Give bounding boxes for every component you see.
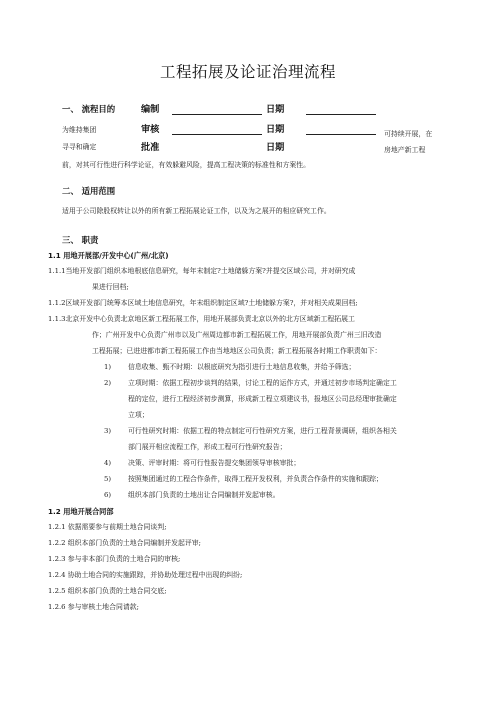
clause-1-2-6: 1.2.6 参与审核土地合同请款; bbox=[48, 603, 139, 611]
stage-item-2-number: 2) bbox=[104, 379, 112, 387]
stage-item-6-number: 6) bbox=[104, 491, 112, 499]
subsection-1-2-title: 1.2 用地开展合同部 bbox=[48, 507, 114, 516]
clause-1-1-3-line-2: 作；广州开发中心负责广州市以及广州周边都市新工程拓展工作，用地开展部负责广州三旧改造 bbox=[92, 331, 382, 339]
purpose-right-text-1: 可持续开展，在 bbox=[384, 130, 433, 138]
subsection-1-1-title: 1.1 用地开展部/开发中心(广州/北京) bbox=[48, 251, 169, 260]
reviewed-label: 审核 bbox=[141, 124, 160, 135]
clause-1-2-1: 1.2.1 依据需要参与前期土地合同谈判; bbox=[48, 523, 167, 531]
section-duties-heading: 三、 职责 bbox=[62, 235, 99, 245]
compiled-signature-line bbox=[172, 114, 262, 115]
purpose-left-text-2: 寻寻和确定 bbox=[62, 143, 97, 151]
scope-text: 适用于公司除股权转让以外的所有新工程拓展论证工作，以及为之展开的相应研究工作。 bbox=[62, 207, 331, 215]
stage-item-5-text: 按照集团通过的工程合作条件，取得工程开发权利，并负责合作条件的实施和跟踪； bbox=[128, 475, 383, 483]
section-scope-heading: 二、 适用范围 bbox=[62, 186, 116, 196]
stage-item-3-line-1: 可行性研究时期：依据工程的特点制定可行性研究方案，进行工程背景调研，组织各相关 bbox=[128, 427, 397, 435]
date-label-2: 日期 bbox=[266, 124, 285, 135]
stage-item-2-line-3: 立项； bbox=[128, 411, 149, 419]
purpose-right-text-2: 房地产新工程 bbox=[384, 146, 426, 154]
date-line-1 bbox=[306, 114, 376, 115]
date-label-3: 日期 bbox=[266, 142, 285, 153]
reviewed-signature-line bbox=[172, 134, 262, 135]
purpose-left-text-1: 为维持集团 bbox=[62, 126, 97, 134]
clause-1-2-4: 1.2.4 协助土地合同的实施跟踪，并协助处理过程中出现的纠纷; bbox=[48, 571, 243, 579]
date-line-2 bbox=[306, 134, 376, 135]
clause-1-1-1-line-1: 1.1.1当地开发部门组织本地根底信息研究，每年末制定?土地储躲方案?并提交区域公司，并对研究成 bbox=[48, 267, 356, 275]
stage-item-4-text: 决策、评审时期：将可行性报告提交集团领导审核审批； bbox=[128, 459, 301, 467]
clause-1-2-5: 1.2.5 组织本部门负责的土地合同交底; bbox=[48, 587, 167, 595]
clause-1-2-2: 1.2.2 组织本部门负责的土地合同编制并发起评审; bbox=[48, 539, 201, 547]
stage-item-1-text: 信息收集、甄不时期：以根底研究为指引进行土地信息收集，并给予筛选； bbox=[128, 363, 356, 371]
document-title: 工程拓展及论证治理流程 bbox=[159, 63, 336, 81]
stage-item-2-line-1: 立项时期：依据工程初步谈判的结果，讨论工程的运作方式，并通过初步市场判定确定工 bbox=[128, 379, 397, 387]
clause-1-1-3-line-3: 工程拓展；已进进都市新工程拓展工作由当地地区公司负责；新工程拓展各时期工作职责如下： bbox=[92, 347, 382, 355]
stage-item-3-number: 3) bbox=[104, 427, 112, 435]
section-purpose-heading: 一、 流程目的 bbox=[62, 104, 116, 114]
date-label-1: 日期 bbox=[266, 104, 285, 115]
clause-1-1-1-line-2: 果进行回档; bbox=[92, 283, 129, 291]
stage-item-5-number: 5) bbox=[104, 475, 112, 483]
stage-item-6-text: 组织本部门负责的土地出让合同编制并发起审核。 bbox=[128, 491, 280, 499]
approved-label: 批准 bbox=[141, 142, 160, 153]
clause-1-1-3-line-1: 1.1.3北京开发中心负责北京地区新工程拓展工作，用地开展部负责北京以外的北方区域新工程拓展工 bbox=[48, 315, 355, 323]
stage-item-4-number: 4) bbox=[104, 459, 112, 467]
stage-item-1-number: 1) bbox=[104, 363, 112, 371]
compiled-label: 编制 bbox=[141, 104, 160, 115]
clause-1-2-3: 1.2.3 参与非本部门负责的土地合同的审核; bbox=[48, 555, 181, 563]
purpose-text-line-3: 前，对其可行性进行科学论证，有效躲避风险，提高工程决策的标准性和方案性。 bbox=[62, 161, 311, 169]
clause-1-1-2: 1.1.2区域开发部门统筹本区域土地信息研究，年末组织制定区域?土地储躲方案?，并对相关成果回档; bbox=[48, 299, 358, 307]
stage-item-2-line-2: 程的定位，进行工程经济初步测算，形成新工程立项建议书，报地区公司总经理审批确定 bbox=[128, 395, 397, 403]
stage-item-3-line-2: 部门展开相应流程工作，形成工程可行性研究报告； bbox=[128, 443, 287, 451]
